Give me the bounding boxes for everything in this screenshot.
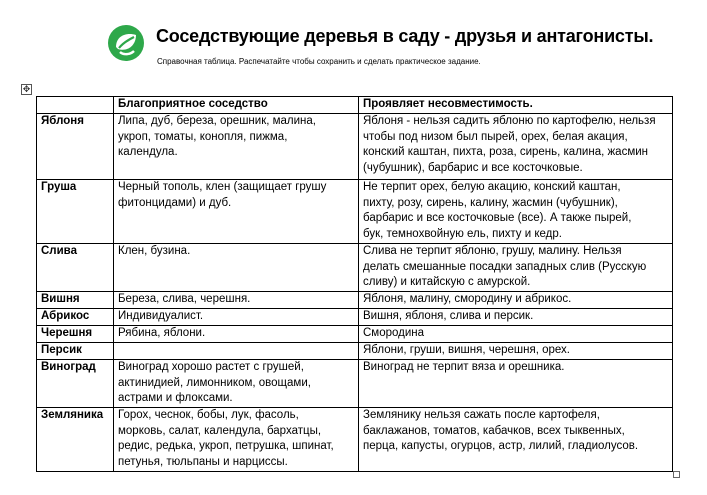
table-row	[37, 360, 673, 408]
table-resize-handle[interactable]	[673, 471, 680, 478]
cell-text-line: баклажанов, томатов, кабачков, всех тыквенных,	[363, 424, 625, 437]
incompatible-neighbors-cell	[359, 244, 673, 292]
compatible-neighbors-cell	[114, 292, 359, 309]
cell-text-line: Яблони, груши, вишня, черешня, орех.	[363, 344, 571, 356]
cell-text-line: Яблоня - нельзя садить яблоню по картофелю, нельзя	[363, 115, 656, 127]
tree-name-cell: Персик	[37, 343, 114, 360]
incompatible-neighbors-cell	[359, 309, 673, 326]
compatible-neighbors-cell	[114, 360, 359, 408]
cell-text-line: делать смешанные посадки западных слив (Русскую	[363, 260, 647, 273]
leaf-logo-icon	[107, 24, 145, 62]
incompatible-neighbors-cell	[359, 360, 673, 408]
table-row	[37, 292, 673, 309]
tree-name-cell: Земляника	[37, 408, 114, 472]
cell-text-line: Вишня, яблоня, слива и персик.	[363, 310, 534, 322]
cell-text-line: конский каштан, пихта, роза, сирень, калина, жасмин	[363, 146, 648, 159]
page-subtitle: Справочная таблица. Распечатайте чтобы сохранить и сделать практическое задание.	[157, 57, 481, 66]
cell-text-line: Виноград не терпит вяза и орешника.	[363, 361, 565, 373]
cell-text-line: астрами и флоксами.	[118, 392, 233, 405]
cell-text-line: Яблоня, малину, смородину и абрикос.	[363, 293, 572, 305]
cell-text-line: Землянику нельзя сажать после картофеля,	[363, 409, 600, 421]
cell-text-line: сливу) и китайскую с амурской.	[363, 276, 531, 289]
cell-text-line: Слива не терпит яблоню, грушу, малину. Нельзя	[363, 245, 622, 257]
cell-text-line: Виноград хорошо растет с грушей,	[118, 361, 304, 373]
incompatible-neighbors-cell	[359, 180, 673, 244]
cell-text-line: (чубушник), барбарис и все косточковые.	[363, 161, 583, 174]
compatible-neighbors-cell	[114, 114, 359, 180]
cell-text-line: перца, капусты, огурцов, астр, лилий, гладиолусов.	[363, 440, 639, 453]
header-cell-good: Благоприятное соседство	[114, 97, 359, 114]
tree-name-cell: Виноград	[37, 360, 114, 408]
compatible-neighbors-cell	[114, 309, 359, 326]
tree-name-cell: Вишня	[37, 292, 114, 309]
compatible-neighbors-cell	[114, 408, 359, 472]
cell-text-line: барбарис и все косточковые (все). А также пырей,	[363, 212, 632, 225]
tree-name-cell: Черешня	[37, 326, 114, 343]
cell-text-line: редис, редька, укроп, петрушка, шпинат,	[118, 440, 334, 453]
incompatible-neighbors-cell	[359, 114, 673, 180]
cell-text-line: Не терпит орех, белую акацию, конский каштан,	[363, 181, 621, 193]
incompatible-neighbors-cell	[359, 408, 673, 472]
incompatible-neighbors-cell	[359, 292, 673, 309]
table-row	[37, 408, 673, 472]
table-header-row	[37, 97, 673, 114]
tree-name-cell: Груша	[37, 180, 114, 244]
cell-text-line: морковь, салат, календула, бархатцы,	[118, 424, 322, 437]
cell-text-line: календула.	[118, 146, 178, 159]
compatible-neighbors-cell	[114, 343, 359, 360]
cell-text-line: Береза, слива, черешня.	[118, 293, 251, 305]
table-row	[37, 326, 673, 343]
tree-name-cell: Слива	[37, 244, 114, 292]
cell-text-line: фитонцидами) и дуб.	[118, 196, 232, 209]
cell-text-line: Липа, дуб, береза, орешник, малина,	[118, 115, 316, 127]
table-row	[37, 114, 673, 180]
incompatible-neighbors-cell	[359, 343, 673, 360]
cell-text-line: Черный тополь, клен (защищает грушу	[118, 181, 327, 193]
tree-name-cell: Яблоня	[37, 114, 114, 180]
cell-text-line: бук, темнохвойную ель, пихту и кедр.	[363, 227, 562, 240]
table-row	[37, 309, 673, 326]
cell-text-line: пихту, розу, сирень, калину, жасмин (чубушник),	[363, 196, 618, 209]
cell-text-line: актинидией, лимонником, овощами,	[118, 376, 311, 389]
compatibility-table	[36, 96, 673, 472]
compatible-neighbors-cell	[114, 244, 359, 292]
cell-text-line: Клен, бузина.	[118, 245, 191, 257]
header-cell-bad: Проявляет несовместимость.	[359, 97, 673, 114]
incompatible-neighbors-cell	[359, 326, 673, 343]
table-row	[37, 244, 673, 292]
cell-text-line: Смородина	[363, 327, 425, 339]
cell-text-line: укроп, томаты, конопля, пижма,	[118, 130, 288, 143]
page-title: Соседствующие деревья в саду - друзья и антагонисты.	[156, 26, 654, 46]
cell-text-line: Рябина, яблони.	[118, 327, 206, 339]
cell-text-line: Индивидуалист.	[118, 310, 204, 322]
cell-text-line: петунья, тюльпаны и нарциссы.	[118, 455, 288, 468]
compatible-neighbors-cell	[114, 326, 359, 343]
cell-text-line: Горох, чеснок, бобы, лук, фасоль,	[118, 409, 299, 421]
tree-name-cell: Абрикос	[37, 309, 114, 326]
compatible-neighbors-cell	[114, 180, 359, 244]
table-move-handle-icon[interactable]: ✥	[22, 84, 31, 94]
table-row	[37, 180, 673, 244]
cell-text-line: чтобы под низом был пырей, орех, белая акация,	[363, 130, 628, 143]
table-row	[37, 343, 673, 360]
header-cell-tree	[37, 97, 114, 114]
